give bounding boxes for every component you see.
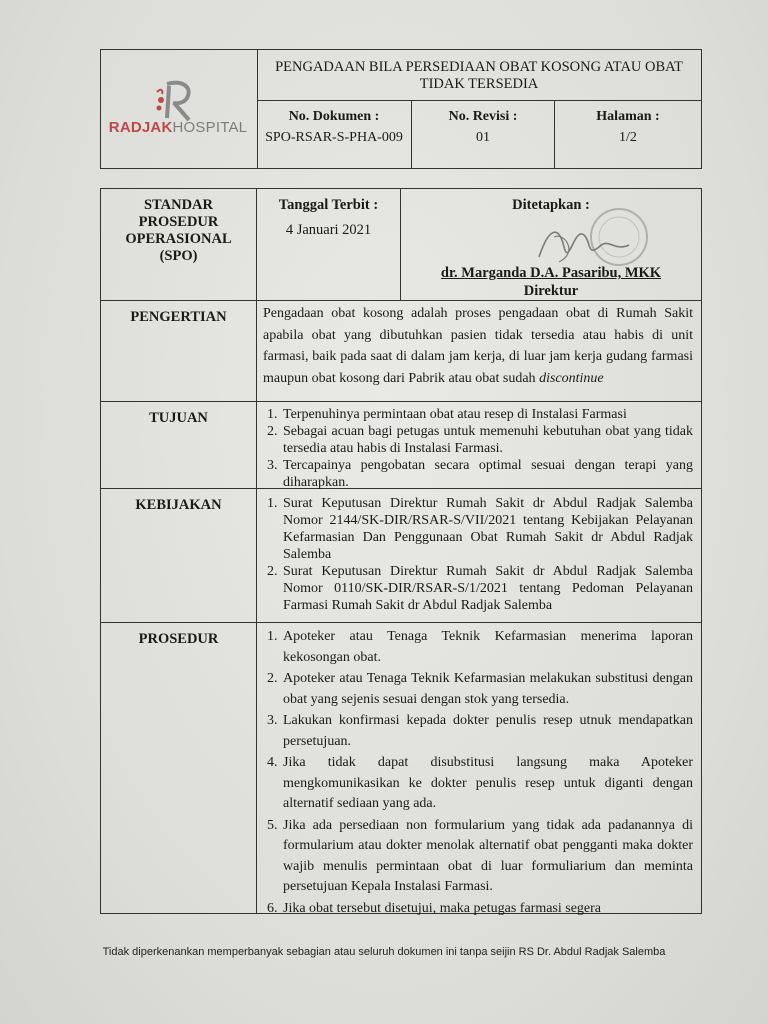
tujuan-label: TUJUAN (101, 402, 257, 488)
prosedur-label: PROSEDUR (101, 623, 257, 913)
logo-wordmark: RADJAKHOSPITAL (108, 119, 248, 136)
list-item: 3. Lakukan konfirmasi kepada dokter penulis resep utnuk mendapatkan persetujuan. (281, 711, 693, 752)
list-item: 4. Jika tidak dapat disubstitusi langsung maka Apoteker mengkomunikasikan ke dokter penulis resep untuk diganti dengan alternatif sediaan yang ada. (281, 753, 693, 815)
doc-number-value: SPO-RSAR-S-PHA-009 (265, 130, 403, 145)
approval-label: Ditetapkan : (512, 197, 590, 213)
signer-role: Direktur (523, 283, 579, 299)
issue-date-value: 4 Januari 2021 (285, 222, 372, 238)
spo-body-table (100, 188, 702, 914)
issue-date-label: Tanggal Terbit : (278, 197, 379, 213)
tujuan-row (101, 402, 701, 489)
issue-date-cell (257, 189, 401, 300)
revision-label: No. Revisi : (448, 109, 518, 124)
pengertian-row (101, 301, 701, 402)
list-item: 5. Jika ada persediaan non formularium yang tidak ada padanannya di formularium atau dokter menolak alternatif obat pengganti maka dokter wajib menulis permintaan obat di luar formuliarium dan meminta persetujuan Kepala Instalasi Farmasi. (281, 816, 693, 898)
doc-number-label: No. Dokumen : (288, 109, 380, 124)
pengertian-text: Pengadaan obat kosong adalah proses pengadaan obat di Rumah Sakit apabila obat yang dibutuhkan pasien tidak tersedia atau habis di unit farmasi, baik pada saat di dalam jam kerja, di luar jam kerja gudang farmasi maupun obat kosong dari Pabrik atau obat sudah discontinue (263, 306, 693, 386)
pengertian-label: PENGERTIAN (101, 301, 257, 401)
list-item: 6. Jika obat tersebut disetujui, maka petugas farmasi segera (281, 899, 693, 920)
kebijakan-list (263, 495, 693, 614)
kebijakan-label: KEBIJAKAN (101, 489, 257, 622)
spo-row (101, 189, 701, 301)
revision-value: 01 (476, 130, 490, 145)
prosedur-list (263, 627, 693, 919)
page-cell (555, 101, 701, 168)
signer-name: dr. Marganda D.A. Pasaribu, MKK (440, 265, 662, 281)
document-title: PENGADAAN BILA PERSEDIAAN OBAT KOSONG ATAU OBAT TIDAK TERSEDIA (257, 50, 701, 101)
tujuan-list (263, 406, 693, 491)
list-item: 2. Sebagai acuan bagi petugas untuk memenuhi kebutuhan obat yang tidak tersedia atau habis di Instalasi Farmasi. (281, 423, 693, 457)
approval-cell (401, 189, 701, 300)
list-item: 1. Apoteker atau Tenaga Teknik Kefarmasian menerima laporan kekosongan obat. (281, 627, 693, 668)
document-header-table (100, 49, 702, 169)
prosedur-content (257, 623, 701, 916)
prosedur-row (101, 623, 701, 916)
footer-disclaimer: Tidak diperkenankan memperbanyak sebagian atau seluruh dokumen ini tanpa seijin RS Dr. Abdul Radjak Salemba (102, 946, 666, 958)
spo-label: STANDAR PROSEDUR OPERASIONAL (SPO) (101, 189, 257, 300)
doc-number-cell (257, 101, 412, 168)
list-item: 2. Apoteker atau Tenaga Teknik Kefarmasian melakukan substitusi dengan obat yang sejenis sesuai dengan stok yang tersedia. (281, 669, 693, 710)
list-item: 3. Tercapainya pengobatan secara optimal sesuai dengan terapi yang diharapkan. (281, 457, 693, 491)
kebijakan-row (101, 489, 701, 623)
list-item: 1. Terpenuhinya permintaan obat atau resep di Instalasi Farmasi (281, 406, 693, 423)
revision-cell (412, 101, 555, 168)
list-item: 1. Surat Keputusan Direktur Rumah Sakit dr Abdul Radjak Salemba Nomor 2144/SK-DIR/RSAR-S/VII/2021 tentang Kebijakan Pelayanan Kefarmasian Dan Penggunaan Obat Rumah Sakit dr Abdul Radjak Salemba (281, 495, 693, 563)
kebijakan-content (257, 489, 701, 622)
page-value: 1/2 (619, 130, 637, 145)
page-label: Halaman : (596, 109, 660, 124)
tujuan-content (257, 402, 701, 488)
logo-cell (101, 50, 258, 168)
list-item: 2. Surat Keputusan Direktur Rumah Sakit dr Abdul Radjak Salemba Nomor 0110/SK-DIR/RSAR-S/1/2021 tentang Pedoman Pelayanan Farmasi Rumah Sakit dr Abdul Radjak Salemba (281, 563, 693, 614)
